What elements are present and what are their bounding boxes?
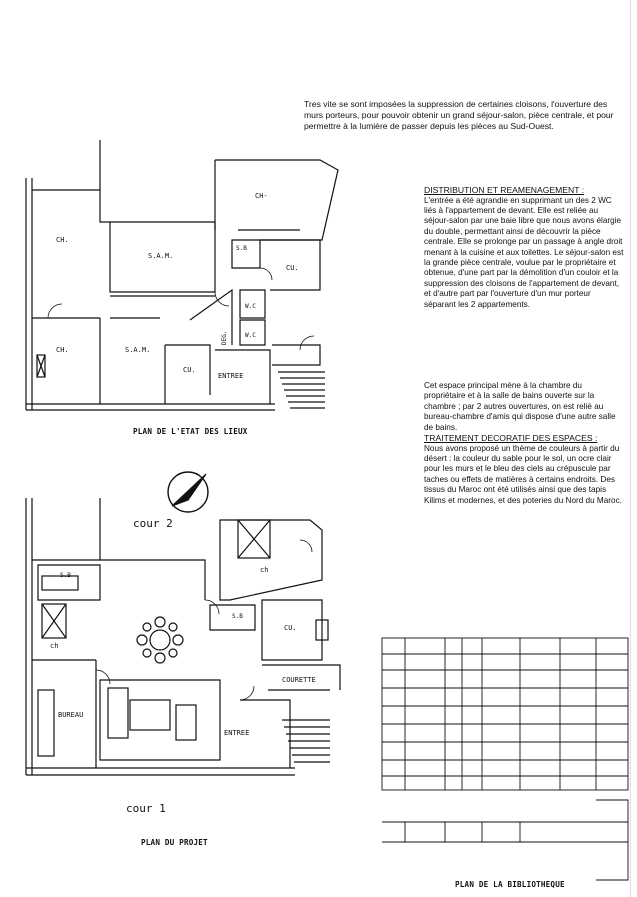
plan2-label-cour2: cour 2 — [133, 517, 173, 530]
plan2-label-courette: COURETTE — [282, 676, 316, 684]
intro-paragraph: Tres vite se sont imposées la suppression de certaines cloisons, l'ouverture des murs porteurs, pour pouvoir obtenir un grand séjour-salon, pièce centrale, et pour permettre à la lumière de passer depuis les pièces au Sud-Ouest. — [304, 99, 614, 132]
plan1-label-deg: DEG. — [221, 330, 228, 345]
caption-plan-projet: PLAN DU PROJET — [141, 838, 208, 847]
plan1-label-entree: ENTREE — [218, 372, 244, 380]
north-arrow-icon — [168, 472, 208, 512]
plan2-label-cu: CU. — [284, 624, 297, 632]
plan1-label-sb: S.B — [236, 245, 247, 252]
plan-etat-des-lieux — [26, 140, 338, 410]
plan1-label-ch-bottom: CH. — [56, 346, 69, 354]
plan1-label-ch-left: CH. — [56, 236, 69, 244]
plan2-label-entree: ENTREE — [224, 729, 250, 737]
plan1-label-sam-top: S.A.M. — [148, 252, 174, 260]
plan2-label-sb-mid: S.B — [232, 613, 243, 620]
plan2-label-cour1: cour 1 — [126, 802, 166, 815]
plan1-label-wc1: W.C — [245, 303, 256, 310]
section-distribution-title: DISTRIBUTION ET REAMENAGEMENT : — [424, 185, 585, 195]
section-decoratif-title: TRAITEMENT DECORATIF DES ESPACES : — [424, 433, 598, 443]
plan1-label-cu-right: CU. — [286, 264, 299, 272]
plan1-label-cu-bottom: CU. — [183, 366, 196, 374]
plan2-label-bureau: BUREAU — [58, 711, 84, 719]
plan1-label-sam-bottom: S.A.M. — [125, 346, 151, 354]
section-distribution-body: L'entrée a été agrandie en supprimant un des 2 WC liés à l'appartement de devant. Elle est reliée au séjour-salon par une baie libre que nous avons élargie du double, permettant ainsi de découvrir la pièce centrale. Elle se prolonge par un passage à angle droit menant à la cuisine et aux toilettes. Le séjour-salon est la grande pièce centrale, voulue par le propriétaire et obtenue, d'une part par la démolition d'un couloir et la suppression des cloisons de l'appartement de devant, et d'autre part par l'ouverture d'un mur porteur séparant les 2 appartements. — [424, 195, 624, 309]
plan2-label-sb-left: S.B — [60, 572, 71, 579]
section-espace-body: Cet espace principal mène à la chambre du propriétaire et à la salle de bains ouverte sur la chambre ; par 2 autres ouvertures, on est relié au bureau-chambre d'amis qui dispose d'une autre salle de bains. — [424, 381, 616, 432]
plan2-label-ch-left: ch — [50, 642, 59, 650]
caption-plan-etat: PLAN DE L'ETAT DES LIEUX — [133, 427, 248, 436]
section-decoratif-body: Nous avons proposé un thème de couleurs à partir du désert : la couleur du sable pour le sol, un ocre clair pour les murs et le bleu des ciels au crépuscule par taches ou effets de matières à certains endroits. Des tissus du Maroc ont été utilisés ainsi que des tapis Kilims et modernes, et des poteries du Nord du Maroc. — [424, 443, 622, 505]
plan1-label-wc2: W.C — [245, 332, 256, 339]
plan2-label-ch-right: ch — [260, 566, 269, 574]
plan-bibliotheque — [382, 638, 628, 880]
caption-plan-bibliotheque: PLAN DE LA BIBLIOTHEQUE — [455, 880, 565, 889]
plan1-label-ch-top: CH- — [255, 192, 268, 200]
